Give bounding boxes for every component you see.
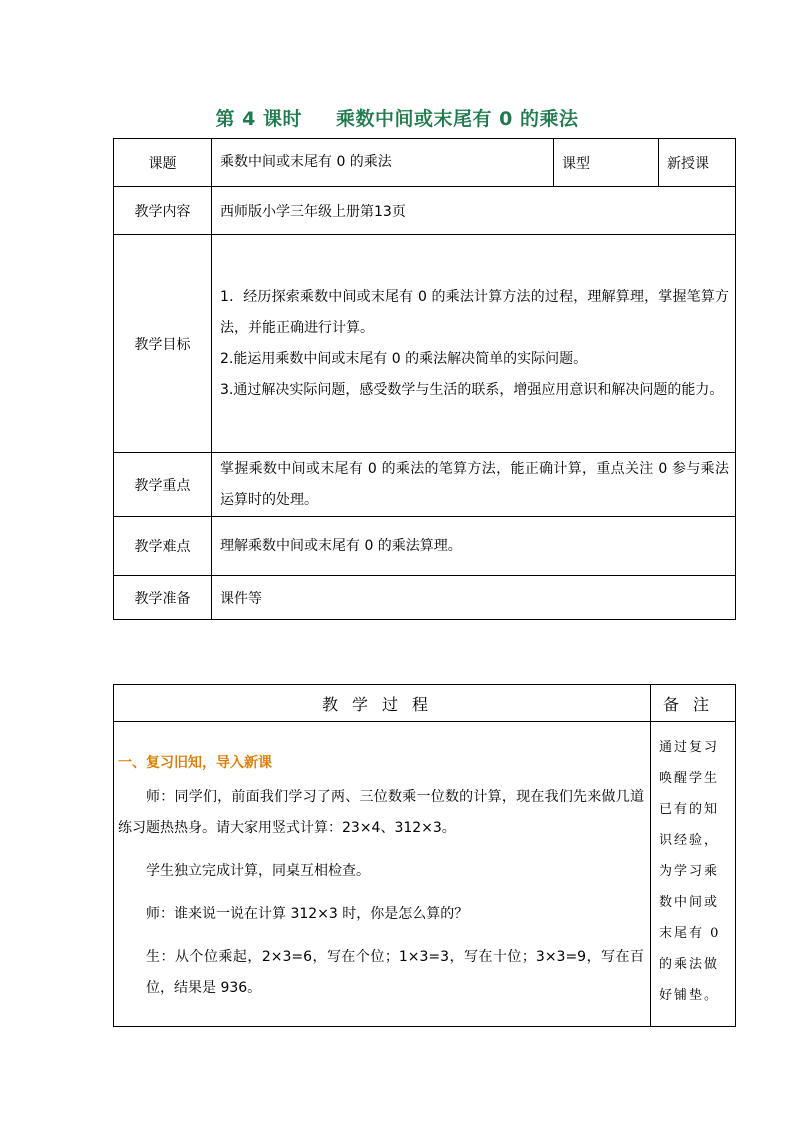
goals-cell xyxy=(212,235,736,453)
type-value: 新授课 xyxy=(659,139,736,187)
prep-label: 教学准备 xyxy=(114,576,212,620)
difficulty-value: 理解乘数中间或末尾有 0 的乘法算理。 xyxy=(212,517,736,576)
process-paragraph: 师：同学们，前面我们学习了两、三位数乘一位数的计算，现在我们先来做几道练习题热热身。请大家用竖式计算：23×4、312×3。 xyxy=(118,789,644,836)
content-label: 教学内容 xyxy=(114,187,212,235)
process-paragraph: 师：谁来说一说在计算 312×3 时，你是怎么算的？ xyxy=(146,906,469,922)
process-header: 教学过程 xyxy=(114,685,651,722)
note-text: 通过复习唤醒学生已有的知识经验，为学习乘数中间或末尾有 0 的乘法做好铺垫。 xyxy=(651,722,736,1027)
goal-item: 3.通过解决实际问题，感受数学与生活的联系，增强应用意识和解决问题的能力。 xyxy=(220,381,724,398)
goal-item: 2.能运用乘数中间或末尾有 0 的乘法解决简单的实际问题。 xyxy=(220,350,588,367)
goals-label: 教学目标 xyxy=(114,235,212,453)
lesson-info-table xyxy=(113,138,736,620)
lesson-number: 第 4 课时 xyxy=(215,108,302,130)
note-header: 备注 xyxy=(651,685,736,722)
process-body xyxy=(114,722,651,1027)
page-title xyxy=(0,104,794,131)
key-value: 掌握乘数中间或末尾有 0 的乘法的笔算方法，能正确计算，重点关注 0 参与乘法运算时的处理。 xyxy=(212,453,736,517)
prep-value: 课件等 xyxy=(212,576,736,620)
type-label: 课型 xyxy=(554,139,659,187)
topic-value: 乘数中间或末尾有 0 的乘法 xyxy=(212,139,554,187)
goal-item: 1．经历探索乘数中间或末尾有 0 的乘法计算方法的过程，理解算理，掌握笔算方法，并能正确进行计算。 xyxy=(220,288,729,336)
process-paragraph: 学生独立完成计算，同桌互相检查。 xyxy=(146,863,370,879)
teaching-process-table xyxy=(113,684,736,1027)
key-label: 教学重点 xyxy=(114,453,212,517)
lesson-title: 乘数中间或末尾有 0 的乘法 xyxy=(336,108,579,130)
process-paragraph: 生：从个位乘起，2×3=6，写在个位；1×3=3，写在十位；3×3=9，写在百位，结果是 936。 xyxy=(146,949,644,996)
content-value: 西师版小学三年级上册第13页 xyxy=(212,187,736,235)
difficulty-label: 教学难点 xyxy=(114,517,212,576)
topic-label: 课题 xyxy=(114,139,212,187)
section-title: 一、复习旧知，导入新课 xyxy=(118,755,272,771)
